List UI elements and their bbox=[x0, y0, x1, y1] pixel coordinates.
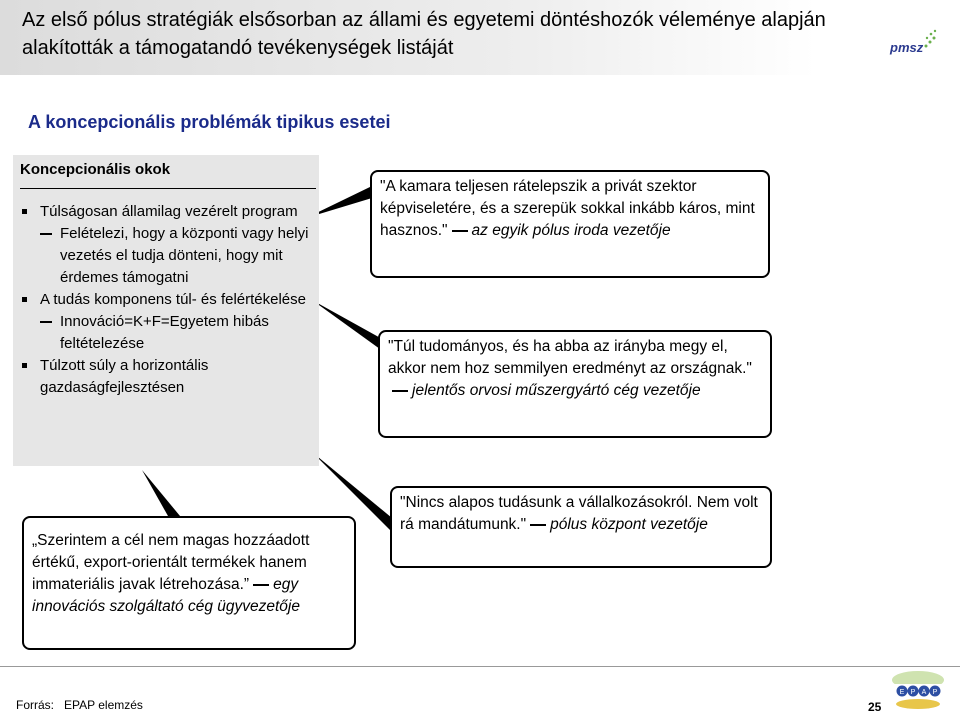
quote-callout bbox=[390, 486, 772, 568]
epap-letter-3: A bbox=[921, 689, 927, 696]
dash-icon bbox=[40, 321, 52, 323]
quote-callout bbox=[370, 170, 770, 278]
dash-icon bbox=[530, 524, 546, 526]
quote-source: egy innovációs szolgáltató cég ügyvezetője bbox=[32, 576, 300, 615]
section-subtitle: A koncepcionális problémák tipikus esetei bbox=[28, 112, 391, 132]
page-number: 25 bbox=[868, 700, 882, 714]
list-item bbox=[20, 355, 316, 399]
reasons-list bbox=[20, 201, 316, 399]
list-item-text: Felételezi, hogy a központi vagy helyi vezetés el tudja dönteni, hogy mit érdemes támogatni bbox=[60, 225, 309, 286]
dash-icon bbox=[253, 584, 269, 586]
list-item bbox=[20, 311, 316, 355]
quote-text: „Szerintem a cél nem magas hozzáadott értékű, export-orientált termékek hanem immateriális javak létrehozása.” bbox=[32, 532, 310, 593]
list-item bbox=[20, 223, 316, 289]
quote-text: "A kamara teljesen rátelepszik a privát szektor képviseletére, és a szerepük sokkal inkább káros, mint hasznos." bbox=[380, 178, 755, 239]
panel-title: Koncepcionális okok bbox=[20, 161, 171, 178]
bullet-icon bbox=[22, 297, 27, 302]
quote-text: "Túl tudományos, és ha abba az irányba megy el, akkor nem hoz semmilyen eredményt az országnak." bbox=[388, 338, 752, 377]
source-value: EPAP elemzés bbox=[64, 698, 143, 712]
concept-reasons-panel bbox=[13, 155, 319, 466]
list-item bbox=[20, 201, 316, 223]
quote-callout bbox=[378, 330, 772, 438]
dash-icon bbox=[40, 233, 52, 235]
bottom-divider bbox=[0, 666, 960, 667]
bullet-icon bbox=[22, 209, 27, 214]
epap-letter-4: P bbox=[932, 689, 938, 696]
source-label: Forrás: bbox=[16, 698, 55, 712]
epap-letter-1: E bbox=[899, 689, 905, 696]
epap-logo bbox=[888, 668, 948, 712]
panel-divider bbox=[20, 188, 316, 189]
quote-source: jelentős orvosi műszergyártó cég vezetője bbox=[412, 382, 701, 399]
pmsz-logo-text: pmsz bbox=[890, 40, 924, 55]
quote-source: az egyik pólus iroda vezetője bbox=[471, 222, 671, 239]
bullet-icon bbox=[22, 363, 27, 368]
quote-source: pólus központ vezetője bbox=[550, 516, 708, 533]
list-item-text: Innováció=K+F=Egyetem hibás feltételezése bbox=[60, 313, 269, 352]
list-item-text: Túlságosan államilag vezérelt program bbox=[40, 203, 298, 220]
dash-icon bbox=[392, 390, 408, 392]
list-item-text: A tudás komponens túl- és felértékelése bbox=[40, 291, 306, 308]
list-item bbox=[20, 289, 316, 311]
quote-text: "Nincs alapos tudásunk a vállalkozásokról. Nem volt rá mandátumunk." bbox=[400, 494, 758, 533]
dash-icon bbox=[452, 230, 468, 232]
quote-callout bbox=[22, 516, 356, 650]
epap-letter-2: P bbox=[910, 689, 916, 696]
slide-title: Az első pólus stratégiák elsősorban az állami és egyetemi döntéshozók véleménye alapján alakították a támogatandó tevékenységek listáját bbox=[22, 9, 826, 59]
list-item-text: Túlzott súly a horizontális gazdaságfejlesztésen bbox=[40, 357, 209, 396]
